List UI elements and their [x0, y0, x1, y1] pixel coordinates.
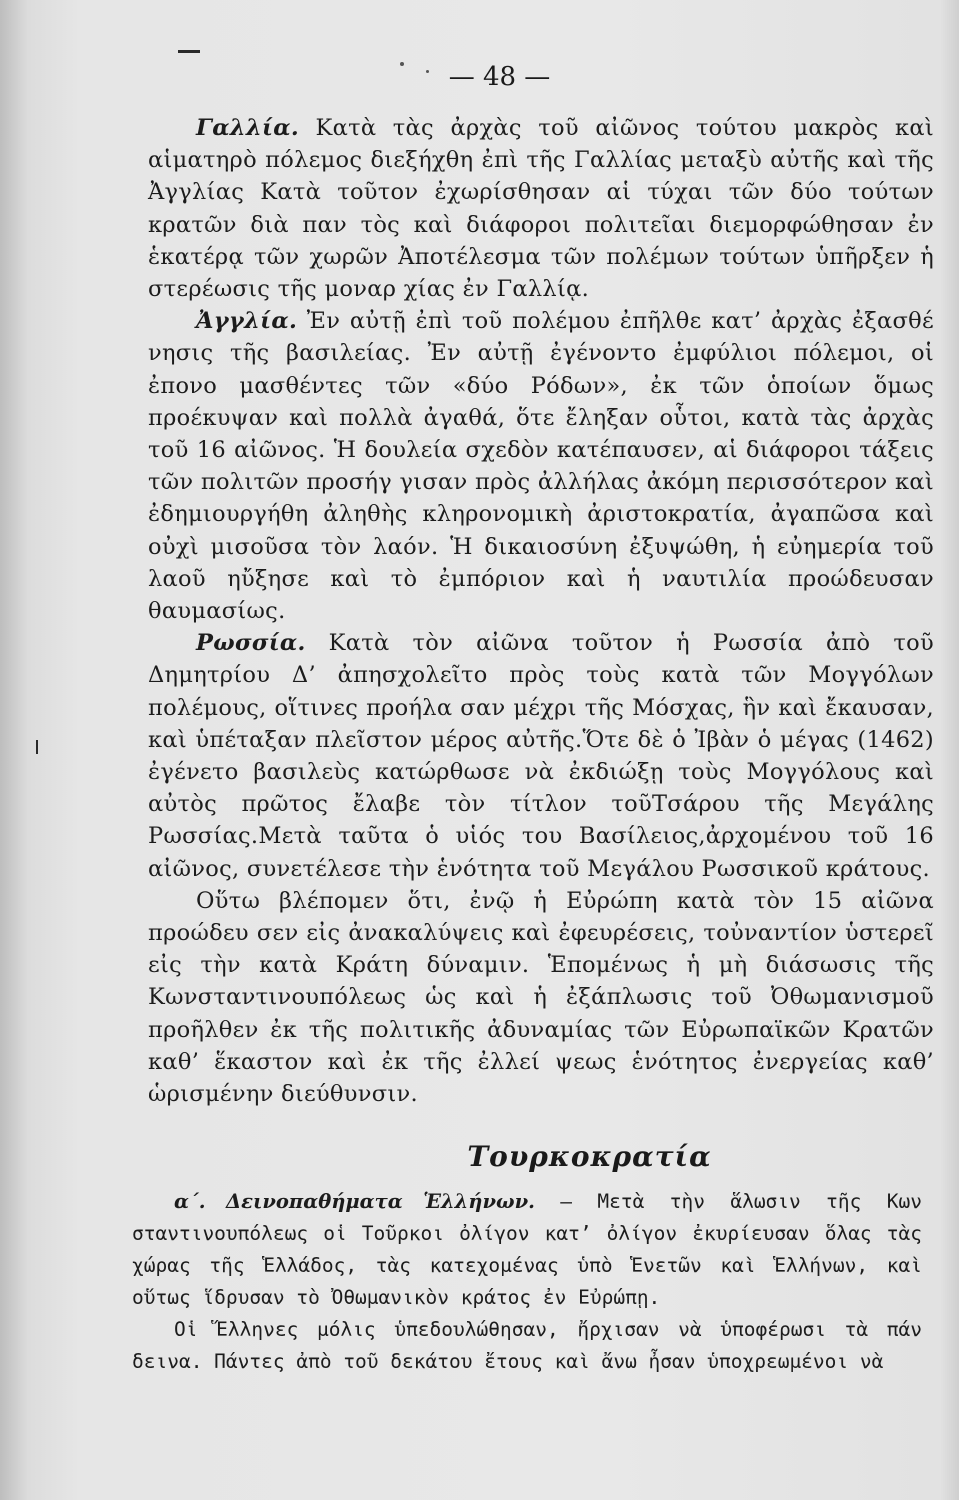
- paragraph-text: Κατὰ τὰς ἀρχὰς τοῦ αἰῶνος τούτου μακρὸς καὶ αἱματηρὸ πόλεμος διεξήχθη ἐπὶ τῆς Γαλλίας μεταξὺ αὐτῆς καὶ τῆς Ἀγγλίας Κατὰ τοῦτον ἐχωρίσθησαν αἱ τύχαι τῶν δύο τούτων κρατῶν διὰ παν τὸς καὶ διάφοροι πολιτεῖαι διεμορφώθησαν ἐν ἑκατέρᾳ τῶν χωρῶν Ἀποτέλεσμα τῶν πολέμων τούτων ὑπῆρξεν ἡ στερέωσις τῆς μοναρ χίας ἐν Γαλλίᾳ.: [148, 115, 934, 303]
- ink-smudge: [178, 50, 200, 53]
- paragraph-anglia: [148, 305, 934, 627]
- paragraph-heading: Ἀγγλία.: [196, 308, 298, 335]
- paragraph-heading: Γαλλία.: [196, 115, 299, 141]
- section-title: Τουρκοκρατία: [467, 1140, 712, 1173]
- paragraph-deinopathimata: [132, 1186, 922, 1314]
- margin-mark: [36, 740, 38, 754]
- paragraph-text: — Μετὰ τὴν ἅλωσιν τῆς Κων σταντινουπόλεως οἱ Τοῦρκοι ὀλίγον κατ’ ὀλίγον ἐκυρίευσαν ὅλας τὰς χώρας τῆς Ἑλλάδος, τὰς κατεχομένας ὑπὸ Ἑνετῶν καὶ Ἑλλήνων, καὶ οὕτως ἵδρυσαν τὸ Ὀθωμανικὸν κράτος ἐν Εὐρώπῃ.: [132, 1190, 922, 1309]
- paragraph-text: Κατὰ τὸν αἰῶνα τοῦτον ἡ Ρωσσία ἀπὸ τοῦ Δημητρίου Δ’ ἀπησχολεῖτο πρὸς τοὺς κατὰ τῶν Μογγόλων πολέμους, οἵτινες προήλα σαν μέχρι τῆς Μόσχας, ἣν καὶ ἔκαυσαν, καὶ ὑπέταξαν πλεῖστον μέρος αὐτῆς.Ὅτε δὲ ὁ Ἰβὰν ὁ μέγας (1462) ἐγένετο βασιλεὺς κατώρθωσε νὰ ἐκδιώξῃ τοὺς Μογγόλους καὶ αὐτὸς πρῶτος ἔλαβε τὸν τίτλον τοῦΤσάρου τῆς Μεγάλης Ρωσσίας.Μετὰ ταῦτα ὁ υἱός του Βασίλειος,ἀρχομένου τοῦ 16 αἰῶνος, συνετέλεσε τὴν ἑνότητα τοῦ Μεγάλου Ρωσσικοῦ κράτους.: [148, 630, 934, 882]
- paragraph-heading: α΄. Δεινοπαθήματα Ἑλλήνων.: [174, 1190, 535, 1213]
- section-body: [132, 1186, 922, 1378]
- paragraph-gallia: [148, 112, 934, 305]
- main-body: [148, 112, 934, 1110]
- page-number: — 48 —: [448, 62, 551, 92]
- paragraph-text: Οἱ Ἕλληνες μόλις ὑπεδουλώθησαν, ἤρχισαν νὰ ὑποφέρωσι τὰ πάν δεινα. Πάντες ἀπὸ τοῦ δεκάτου ἔτους καὶ ἄνω ἦσαν ὑποχρεωμένοι νὰ: [132, 1318, 922, 1373]
- paragraph-ellines: [132, 1314, 922, 1378]
- paragraph-rossia: [148, 627, 934, 885]
- paragraph-text: Οὕτω βλέπομεν ὅτι, ἐνῷ ἡ Εὐρώπη κατὰ τὸν 15 αἰῶνα προώδευ σεν εἰς ἀνακαλύψεις καὶ ἐφευρέσεις, τοὐναντίον ὑστερεῖ εἰς τὴν κατὰ Κράτη δύναμιν. Ἑπομένως ἡ μὴ διάσωσις τῆς Κωνσταντινουπόλεως ὡς καὶ ἡ ἐξάπλωσις τοῦ Ὀθωμανισμοῦ προῆλθεν ἐκ τῆς πολιτικῆς ἀδυναμίας τῶν Εὐρωπαϊκῶν Κρατῶν καθ’ ἕκαστον καὶ ἐκ τῆς ἐλλεί ψεως ἑνότητος ἐνεργείας καθ’ ὡρισμένην διεύθυνσιν.: [148, 887, 934, 1108]
- paragraph-conclusion: [148, 885, 934, 1110]
- paragraph-text: Ἐν αὐτῇ ἐπὶ τοῦ πολέμου ἐπῆλθε κατ’ ἀρχὰς ἐξασθέ νησις τῆς βασιλείας. Ἐν αὐτῇ ἐγένοντο ἐμφύλιοι πόλεμοι, οἱ ἐπονο μασθέντες τῶν «δύο Ρόδων», ἐκ τῶν ὁποίων ὅμως προέκυψαν καὶ πολλὰ ἀγαθά, ὅτε ἔληξαν οὗτοι, κατὰ τὰς ἀρχὰς τοῦ 16 αἰῶνος. Ἡ δουλεία σχεδὸν κατέπαυσεν, αἱ διάφοροι τάξεις τῶν πολιτῶν προσήγ γισαν πρὸς ἀλλήλας ἀκόμη περισσότερον καὶ ἐδημιουργήθη ἀληθὴς κληρονομικὴ ἀριστοκρατία, ἀγαπῶσα καὶ οὐχὶ μισοῦσα τὸν λαόν. Ἡ δικαιοσύνη ἐξυψώθη, ἡ εὐημερία τοῦ λαοῦ ηὔξησε καὶ τὸ ἐμπόριον καὶ ἡ ναυτιλία προώδευσαν θαυμασίως.: [148, 308, 934, 625]
- paragraph-heading: Ρωσσία.: [196, 630, 306, 657]
